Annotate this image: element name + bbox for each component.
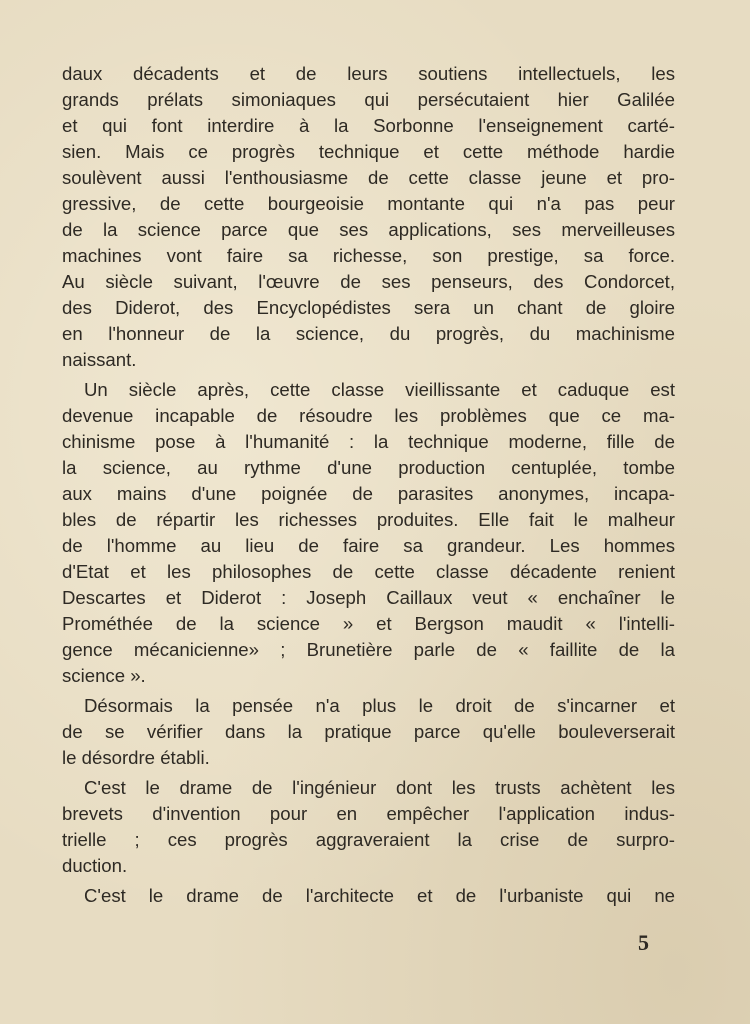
text-line: des Diderot, des Encyclopédistes sera un chant de gloire bbox=[62, 297, 675, 318]
text-line: et qui font interdire à la Sorbonne l'enseignement carté- bbox=[62, 115, 675, 136]
text-line: science ». bbox=[62, 665, 146, 686]
text-line: Descartes et Diderot : Joseph Caillaux veut « enchaîner le bbox=[62, 587, 675, 608]
text-line: de se vérifier dans la pratique parce qu'elle bouleverserait bbox=[62, 721, 675, 742]
text-line: machines vont faire sa richesse, son prestige, sa force. bbox=[62, 245, 675, 266]
text-line: chinisme pose à l'humanité : la technique moderne, fille de bbox=[62, 431, 675, 452]
text-line: grands prélats simoniaques qui persécutaient hier Galilée bbox=[62, 89, 675, 110]
text-line: soulèvent aussi l'enthousiasme de cette classe jeune et pro- bbox=[62, 167, 675, 188]
text-line: d'Etat et les philosophes de cette classe décadente renient bbox=[62, 561, 675, 582]
text-line: naissant. bbox=[62, 349, 137, 370]
text-line: daux décadents et de leurs soutiens intellectuels, les bbox=[62, 63, 675, 84]
text-line: gence mécanicienne» ; Brunetière parle de « faillite de la bbox=[62, 639, 675, 660]
text-line: sien. Mais ce progrès technique et cette méthode hardie bbox=[62, 141, 675, 162]
text-line: Un siècle après, cette classe vieillissante et caduque est bbox=[84, 379, 675, 400]
text-line: Prométhée de la science » et Bergson maudit « l'intelli- bbox=[62, 613, 675, 634]
text-line: trielle ; ces progrès aggraveraient la crise de surpro- bbox=[62, 829, 675, 850]
text-line: Désormais la pensée n'a plus le droit de s'incarner et bbox=[84, 695, 675, 716]
text-line: gressive, de cette bourgeoisie montante qui n'a pas peur bbox=[62, 193, 675, 214]
text-line: Au siècle suivant, l'œuvre de ses penseurs, des Condorcet, bbox=[62, 271, 675, 292]
page-number: 5 bbox=[638, 930, 649, 955]
text-line: devenue incapable de résoudre les problèmes que ce ma- bbox=[62, 405, 675, 426]
text-line: aux mains d'une poignée de parasites anonymes, incapa- bbox=[62, 483, 675, 504]
text-line: bles de répartir les richesses produites. Elle fait le malheur bbox=[62, 509, 675, 530]
text-line: C'est le drame de l'architecte et de l'urbaniste qui ne bbox=[84, 885, 675, 906]
text-line: de la science parce que ses applications, ses merveilleuses bbox=[62, 219, 675, 240]
text-line: la science, au rythme d'une production centuplée, tombe bbox=[62, 457, 675, 478]
text-line: duction. bbox=[62, 855, 128, 876]
text-line: le désordre établi. bbox=[62, 747, 210, 768]
text-line: brevets d'invention pour en empêcher l'application indus- bbox=[62, 803, 675, 824]
text-line: en l'honneur de la science, du progrès, du machinisme bbox=[62, 323, 675, 344]
text-line: de l'homme au lieu de faire sa grandeur. Les hommes bbox=[62, 535, 675, 556]
text-line: C'est le drame de l'ingénieur dont les trusts achètent les bbox=[84, 777, 675, 798]
